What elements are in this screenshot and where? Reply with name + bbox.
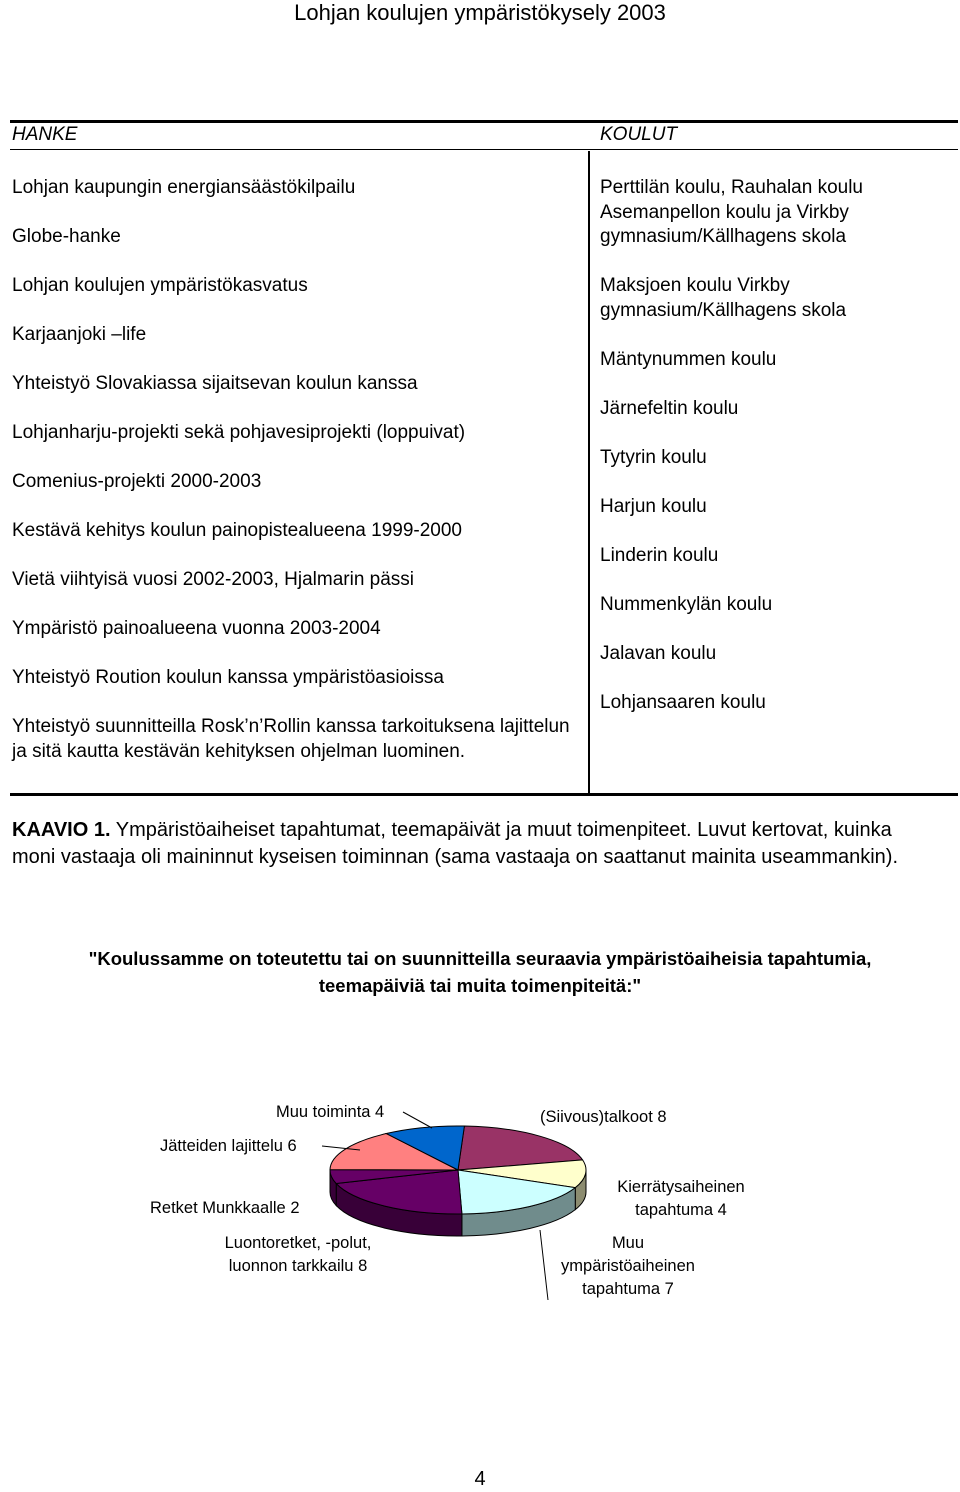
school-item: Perttilän koulu, Rauhalan koulu Asemanpellon koulu ja Virkby gymnasium/Källhagens skola — [600, 177, 864, 247]
school-item: Lohjansaaren koulu — [600, 691, 766, 713]
leader-line-2 — [540, 1230, 548, 1300]
label-kierratys-line1: Kierrätysaiheinen — [617, 1178, 745, 1196]
label-retket: Retket Munkkaalle 2 — [150, 1199, 300, 1217]
label-jatteet: Jätteiden lajittelu 6 — [160, 1137, 297, 1155]
school-item: Maksjoen koulu Virkby gymnasium/Källhagens skola — [600, 275, 847, 321]
project-item: Yhteistyö Roution koulun kanssa ympäristöasioissa — [12, 667, 444, 688]
project-item: Lohjan kaupungin energiansäästökilpailu — [12, 177, 356, 198]
label-luonto-line2: luonnon tarkkailu 8 — [228, 1257, 368, 1275]
school-item: Mäntynummen koulu — [600, 348, 777, 370]
label-kierratys — [604, 1176, 758, 1222]
school-item: Tytyrin koulu — [600, 446, 707, 468]
label-luonto — [212, 1232, 384, 1278]
school-item: Järnefeltin koulu — [600, 397, 739, 419]
leader-line-0 — [403, 1112, 432, 1128]
label-kierratys-line2: tapahtuma 4 — [635, 1201, 727, 1219]
project-item: Kestävä kehitys koulun painopistealueena 1999-2000 — [12, 520, 462, 541]
label-luonto-line1: Luontoretket, -polut, — [224, 1234, 372, 1252]
label-muu-ymparisto — [550, 1232, 706, 1301]
label-muu-toiminta: Muu toiminta 4 — [276, 1103, 385, 1121]
caption-label: KAAVIO 1. — [12, 819, 111, 841]
caption-text: Ympäristöaiheiset tapahtumat, teemapäivät ja muut toimenpiteet. Luvut kertovat, kuinka moni vastaaja oli maininnut kyseisen toiminnan (sama vastaaja on saattanut mainita useammankin). — [12, 819, 899, 868]
label-muu-line2: ympäristöaiheinen — [561, 1257, 695, 1275]
page-header: Lohjan koulujen ympäristökysely 2003 — [294, 0, 666, 25]
school-item: Jalavan koulu — [600, 642, 717, 664]
label-muu-line1: Muu — [611, 1234, 645, 1252]
school-item: Nummenkylän koulu — [600, 593, 773, 615]
label-muu-line3: tapahtuma 7 — [582, 1280, 674, 1298]
label-siivous: (Siivous)talkoot 8 — [540, 1108, 667, 1126]
project-item: Karjaanjoki –life — [12, 324, 147, 345]
school-item: Harjun koulu — [600, 495, 707, 517]
school-item: Linderin koulu — [600, 544, 719, 566]
project-item: Lohjan koulujen ympäristökasvatus — [12, 275, 308, 296]
project-item: Globe-hanke — [12, 226, 121, 247]
project-item: Comenius-projekti 2000-2003 — [12, 471, 262, 492]
pie-top — [330, 1126, 586, 1214]
project-item: Yhteistyö suunnitteilla Rosk’n’Rollin kanssa tarkoituksena lajittelun ja sitä kautta kestävän kehityksen ohjelman luominen. — [12, 716, 570, 762]
page-number: 4 — [474, 1468, 486, 1490]
project-item: Lohjanharju-projekti sekä pohjavesiprojekti (loppuivat) — [12, 422, 466, 443]
project-item: Vietä viihtyisä vuosi 2002-2003, Hjalmarin pässi — [12, 569, 415, 590]
projects-heading: HANKE — [12, 124, 78, 145]
project-item: Ympäristö painoalueena vuonna 2003-2004 — [12, 618, 381, 639]
schools-heading: KOULUT — [600, 124, 678, 145]
project-item: Yhteistyö Slovakiassa sijaitsevan koulun kanssa — [12, 373, 418, 394]
chart-title: "Koulussamme on toteutettu tai on suunnitteilla seuraavia ympäristöaiheisia tapahtumia, teemapäiviä tai muita toimenpiteitä:" — [88, 948, 872, 996]
